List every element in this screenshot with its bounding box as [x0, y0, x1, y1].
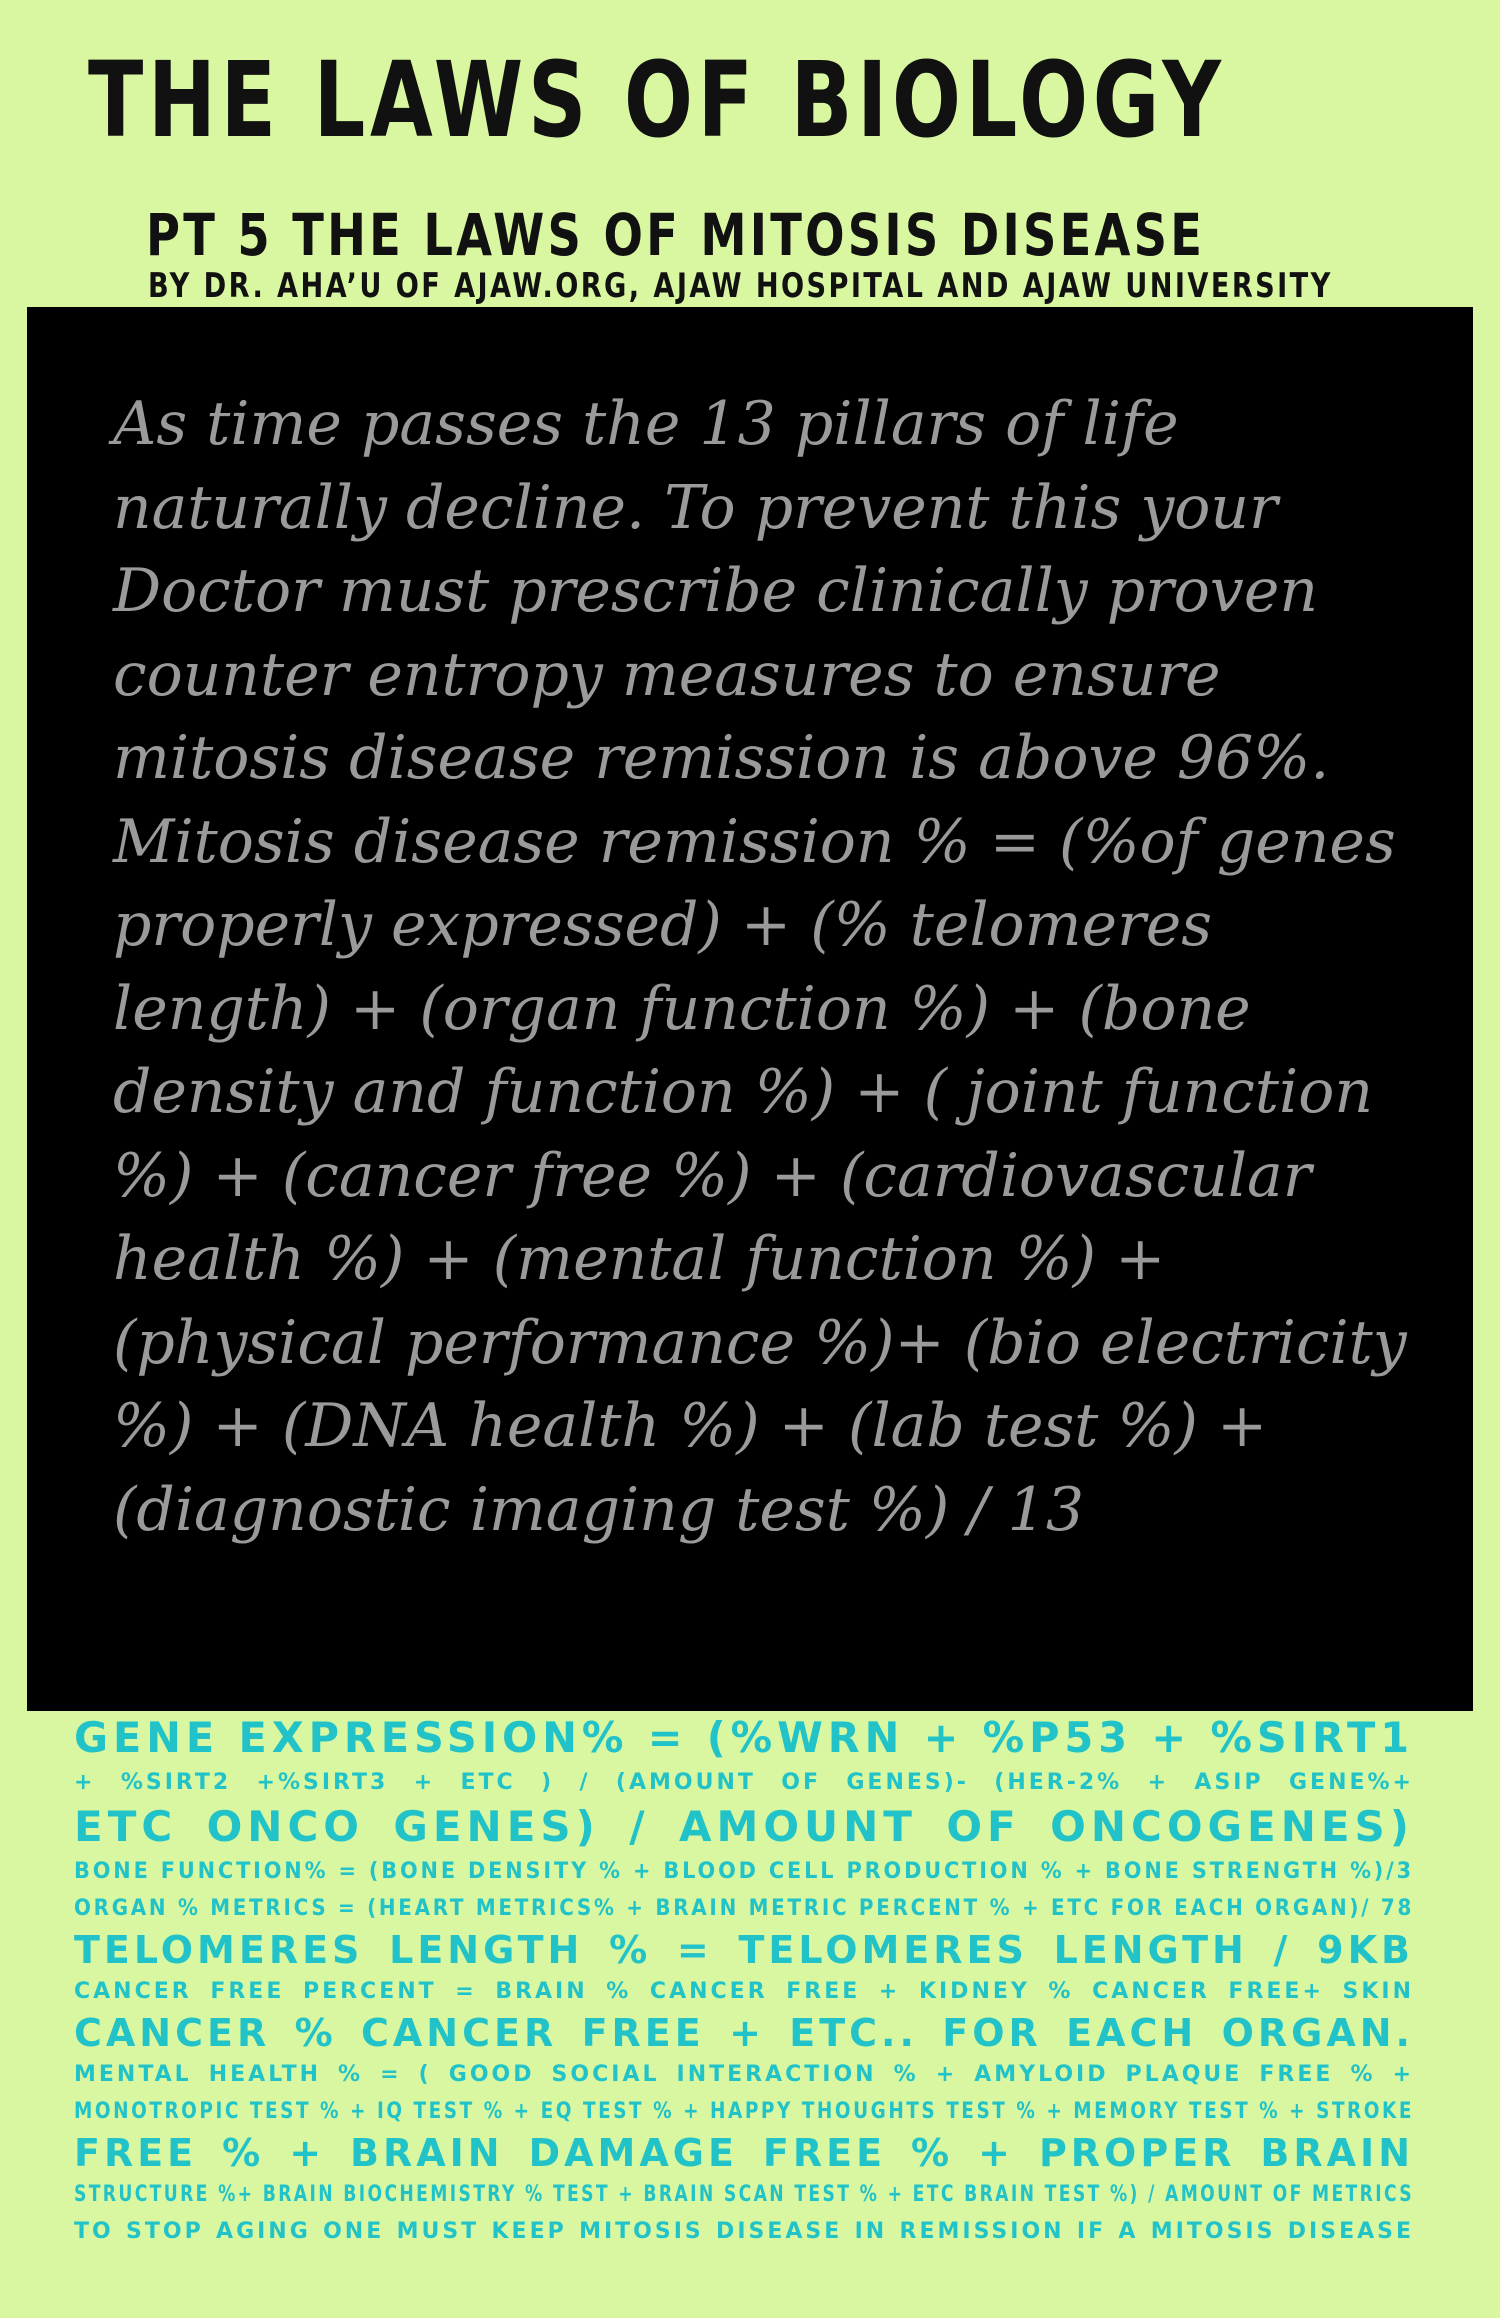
page-title: THE LAWS OF BIOLOGY — [88, 39, 1226, 161]
formula-line: TO STOP AGING ONE MUST KEEP MITOSIS DISEASE IN REMISSION IF A MITOSIS DISEASE — [74, 2219, 1414, 2244]
formula-line: FREE % + BRAIN DAMAGE FREE % + PROPER BRAIN — [74, 2131, 1414, 2175]
formula-line: ETC ONCO GENES) / AMOUNT OF ONCOGENES) — [74, 1802, 1414, 1851]
formula-line: MENTAL HEALTH % = ( GOOD SOCIAL INTERACTION % + AMYLOID PLAQUE FREE % + — [74, 2062, 1414, 2087]
black-text-panel — [27, 307, 1473, 1711]
panel-paragraph: As time passes the 13 pillars of life naturally decline. To prevent this your Doctor must prescribe clinically proven counter entropy measures to ensure mitosis disease remission is above 96%. Mitosis disease remission % = (%of genes properly expressed) + (% telomeres length) + (organ function %) + (bone density and function %) + ( joint function %) + (cancer free %) + (cardiovascular health %) + (mental function %) + (physical performance %)+ (bio electricity %) + (DNA health %) + (lab test %) + (diagnostic imaging test %) / 13 — [113, 389, 1407, 1545]
author-byline: BY DR. AHA’U OF AJAW.ORG, AJAW HOSPITAL AND AJAW UNIVERSITY — [148, 266, 1333, 306]
formula-line: STRUCTURE %+ BRAIN BIOCHEMISTRY % TEST + BRAIN SCAN TEST % + ETC BRAIN TEST %) / AMOUNT OF METRICS — [74, 2182, 1414, 2207]
page-subtitle: PT 5 THE LAWS OF MITOSIS DISEASE — [146, 201, 1206, 269]
formula-line: TELOMERES LENGTH % = TELOMERES LENGTH / 9KB — [74, 1928, 1414, 1972]
formula-line: ORGAN % METRICS = (HEART METRICS% + BRAIN METRIC PERCENT % + ETC FOR EACH ORGAN)/ 78 — [74, 1896, 1415, 1921]
formula-line: CANCER FREE PERCENT = BRAIN % CANCER FREE + KIDNEY % CANCER FREE+ SKIN — [74, 1979, 1414, 2004]
formula-line: MONOTROPIC TEST % + IQ TEST % + EQ TEST % + HAPPY THOUGHTS TEST % + MEMORY TEST % + STROKE — [74, 2099, 1414, 2124]
formula-line: GENE EXPRESSION% = (%WRN + %P53 + %SIRT1 — [74, 1713, 1414, 1762]
formula-line: CANCER % CANCER FREE + ETC.. FOR EACH ORGAN. — [74, 2011, 1414, 2055]
formula-line: + %SIRT2 +%SIRT3 + ETC ) / (AMOUNT OF GENES)- (HER-2% + ASIP GENE%+ — [74, 1770, 1414, 1795]
formula-block — [74, 1712, 1414, 2250]
formula-line: BONE FUNCTION% = (BONE DENSITY % + BLOOD CELL PRODUCTION % + BONE STRENGTH %)/3 — [74, 1859, 1414, 1884]
